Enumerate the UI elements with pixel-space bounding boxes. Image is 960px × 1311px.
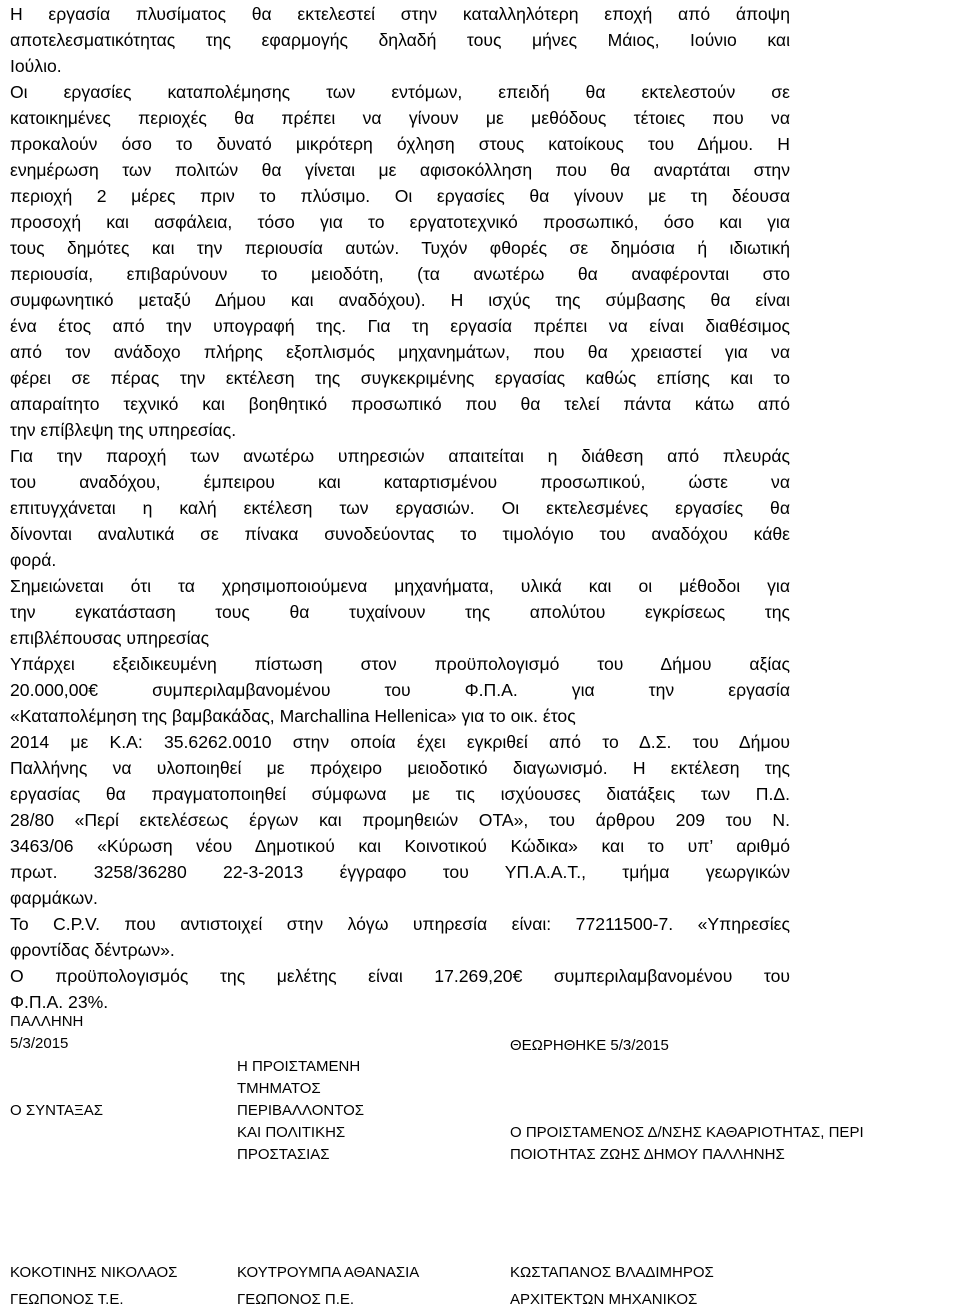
body-text-line: ενημέρωση των πολιτών θα γίνεται με αφισοκόλληση που θα αναρτάται στην bbox=[10, 160, 790, 180]
director-title-line: ΠΟΙΟΤΗΤΑΣ ΖΩΗΣ ΔΗΜΟΥ ΠΑΛΛΗΝΗΣ bbox=[510, 1146, 785, 1163]
body-text-line: πρωτ. 3258/36280 22-3-2013 έγγραφο του ΥΠ.Α.Α.Τ., τμήμα γεωργικών bbox=[10, 862, 790, 882]
body-text-line: 20.000,00€ συμπεριλαμβανομένου του Φ.Π.Α. για την εργασία bbox=[10, 680, 790, 700]
body-text-line: Το C.P.V. που αντιστοιχεί στην λόγω υπηρεσία είναι: 77211500-7. «Υπηρεσίες bbox=[10, 914, 790, 934]
body-text-line: του αναδόχου, έμπειρου και καταρτισμένου προσωπικού, ώστε να bbox=[10, 472, 790, 492]
body-text-line: φέρει σε πέρας την εκτέλεση της συγκεκριμένης εργασίας καθώς επίσης και το bbox=[10, 368, 790, 388]
director-title-line: Ο ΠΡΟΙΣΤΑΜΕΝΟΣ Δ/ΝΣΗΣ ΚΑΘΑΡΙΟΤΗΤΑΣ, ΠΕΡΙ bbox=[510, 1124, 864, 1141]
body-text-line: από τον ανάδοχο πλήρης εξοπλισμός μηχανημάτων, που θα χρειαστεί για να bbox=[10, 342, 790, 362]
head-title-line: ΚΑΙ ΠΟΛΙΤΙΚΗΣ bbox=[237, 1124, 346, 1141]
body-text-line: Ιούλιο. bbox=[10, 56, 62, 76]
body-text-line: την επίβλεψη της υπηρεσίας. bbox=[10, 420, 237, 440]
body-text-line: εργασίας θα πραγματοποιηθεί σύμφωνα με τις ισχύουσες διατάξεις των Π.Δ. bbox=[10, 784, 790, 804]
body-text-line: ένα έτος από την υπογραφή της. Για τη εργασία πρέπει να είναι διαθέσιμος bbox=[10, 316, 790, 336]
body-text-line: φορά. bbox=[10, 550, 57, 570]
body-text-line: περιουσία, επιβαρύνουν το μειοδότη, (τα ανωτέρω θα αναφέρονται στο bbox=[10, 264, 790, 284]
body-text-line: περιοχή 2 μέρες πριν το πλύσιμο. Οι εργασίες θα γίνουν με τη δέουσα bbox=[10, 186, 790, 206]
body-text-line: απαραίτητο τεχνικό και βοηθητικό προσωπικό που θα τελεί πάντα κάτω από bbox=[10, 394, 790, 414]
signer-role: ΓΕΩΠΟΝΟΣ Τ.Ε. bbox=[10, 1291, 124, 1308]
body-text-line: φροντίδας δέντρων». bbox=[10, 940, 175, 960]
body-text-line: προσοχή και ασφάλεια, τόσο για το εργατοτεχνικό προσωπικό, όσο και για bbox=[10, 212, 790, 232]
body-text-line: Για την παροχή των ανωτέρω υπηρεσιών απαιτείται η διάθεση από πλευράς bbox=[10, 446, 790, 466]
body-text-line: συμφωνητικό μεταξύ Δήμου και αναδόχου). Η ισχύς της σύμβασης θα είναι bbox=[10, 290, 790, 310]
body-text-line: «Καταπολέμηση της βαμβακάδας, Marchallina Hellenica» για το οικ. έτος bbox=[10, 706, 576, 726]
body-text-line: Φ.Π.Α. 23%. bbox=[10, 992, 109, 1012]
head-title-line: ΤΜΗΜΑΤΟΣ bbox=[237, 1080, 321, 1097]
author-title: Ο ΣΥΝΤΑΞΑΣ bbox=[10, 1102, 104, 1119]
body-text-line: 2014 με Κ.Α: 35.6262.0010 στην οποία έχει εγκριθεί από το Δ.Σ. του Δήμου bbox=[10, 732, 790, 752]
body-text-line: Ο προϋπολογισμός της μελέτης είναι 17.269,20€ συμπεριλαμβανομένου του bbox=[10, 966, 790, 986]
body-text-line: Παλλήνης να υλοποιηθεί με πρόχειρο μειοδοτικό διαγωνισμό. Η εκτέλεση της bbox=[10, 758, 790, 778]
signer-role: ΑΡΧΙΤΕΚΤΩΝ ΜΗΧΑΝΙΚΟΣ bbox=[510, 1291, 698, 1308]
body-text-line: επιβλέπουσας υπηρεσίας bbox=[10, 628, 210, 648]
body-text-line: Οι εργασίες καταπολέμησης των εντόμων, επειδή θα εκτελεστούν σε bbox=[10, 82, 790, 102]
body-text-line: κατοικημένες περιοχές θα πρέπει να γίνουν με μεθόδους τέτοιες που να bbox=[10, 108, 790, 128]
head-title-line: Η ΠΡΟΙΣΤΑΜΕΝΗ bbox=[237, 1058, 361, 1075]
date-left: 5/3/2015 bbox=[10, 1035, 69, 1052]
reviewed-label: ΘΕΩΡΗΘΗΚΕ 5/3/2015 bbox=[510, 1037, 669, 1054]
body-text-line: δίνονται αναλυτικά σε πίνακα συνοδεύοντας το τιμολόγιο του αναδόχου κάθε bbox=[10, 524, 790, 544]
body-text-line: τους δημότες και την περιουσία αυτών. Τυχόν φθορές σε δημόσια ή ιδιωτική bbox=[10, 238, 790, 258]
body-text-line: την εγκατάσταση τους θα τυχαίνουν της απολύτου εγκρίσεως της bbox=[10, 602, 790, 622]
body-text-line: Σημειώνεται ότι τα χρησιμοποιούμενα μηχανήματα, υλικά και οι μέθοδοι για bbox=[10, 576, 790, 596]
signer-name: ΚΩΣΤΑΠΑΝΟΣ ΒΛΑΔΙΜΗΡΟΣ bbox=[510, 1264, 714, 1281]
signer-name: ΚΟΚΟΤΙΝΗΣ ΝΙΚΟΛΑΟΣ bbox=[10, 1264, 178, 1281]
body-text-line: φαρμάκων. bbox=[10, 888, 98, 908]
body-text-line: 28/80 «Περί εκτελέσεως έργων και προμηθειών ΟΤΑ», του άρθρου 209 του Ν. bbox=[10, 810, 790, 830]
body-text-line: αποτελεσματικότητας της εφαρμογής δηλαδή τους μήνες Μάιος, Ιούνιο και bbox=[10, 30, 790, 50]
body-text-line: Υπάρχει εξειδικευμένη πίστωση στον προϋπολογισμό του Δήμου αξίας bbox=[10, 654, 790, 674]
signer-name: ΚΟΥΤΡΟΥΜΠΑ ΑΘΑΝΑΣΙΑ bbox=[237, 1264, 420, 1281]
body-text-line: επιτυγχάνεται η καλή εκτέλεση των εργασιών. Οι εκτελεσμένες εργασίες θα bbox=[10, 498, 790, 518]
signer-role: ΓΕΩΠΟΝΟΣ Π.Ε. bbox=[237, 1291, 355, 1308]
body-text-line: Η εργασία πλυσίματος θα εκτελεστεί στην καταλληλότερη εποχή από άποψη bbox=[10, 4, 790, 24]
body-text-line: προκαλούν όσο το δυνατό μικρότερη όχληση στους κατοίκους του Δήμου. Η bbox=[10, 134, 790, 154]
place-label: ΠΑΛΛΗΝΗ bbox=[10, 1013, 84, 1030]
head-title-line: ΠΕΡΙΒΑΛΛΟΝΤΟΣ bbox=[237, 1102, 365, 1119]
body-text-line: 3463/06 «Κύρωση νέου Δημοτικού και Κοινοτικού Κώδικα» και το υπ’ αριθμό bbox=[10, 836, 790, 856]
head-title-line: ΠΡΟΣΤΑΣΙΑΣ bbox=[237, 1146, 330, 1163]
